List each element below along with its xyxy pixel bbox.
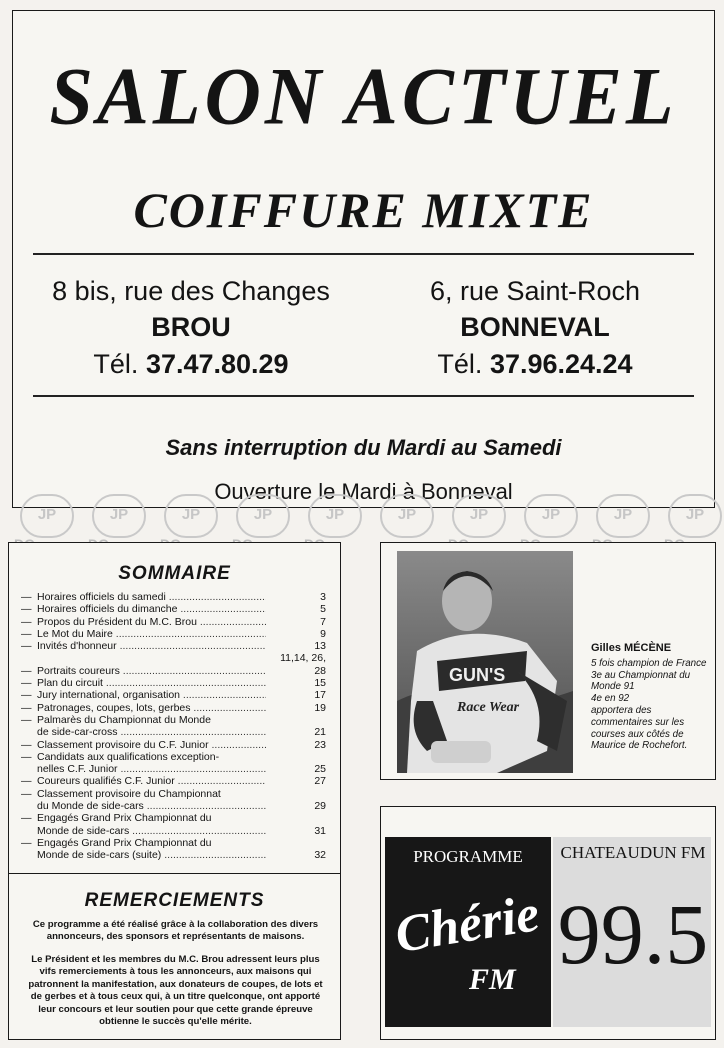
toc-item-page: 9 [320,627,326,640]
toc-item-page: 23 [314,738,326,751]
toc-item-page: 13 [314,640,326,653]
toc-item [21,616,326,628]
toc-item-page: 19 [314,701,326,714]
toc-bullet: — [21,664,32,677]
toc-bullet: — [21,713,32,726]
toc-bullet: — [21,812,32,825]
watermark-logo: JP [92,494,146,538]
toc-item-page: 31 [314,824,326,837]
toc-item-title: Monde de side-cars ..... [37,825,266,837]
toc-item-title: de side-car-cross ..... [37,726,266,738]
watermark-logo: JP [524,494,578,538]
toc-item-title: Jury international, organisation ..... [37,689,266,701]
watermark-logo: JP [308,494,362,538]
toc-item [21,825,326,837]
toc-item-title: Classement provisoire du Championnat [37,787,221,800]
toc-list [21,591,326,862]
toc-item [21,591,326,603]
watermark-logo: JP [164,494,218,538]
toc-item-title: du Monde de side-cars ..... [37,800,266,812]
toc-item [21,812,326,824]
phone [21,348,361,380]
toc-bullet: — [21,591,32,603]
toc-item [21,788,326,800]
toc-item [21,726,326,738]
toc-item [21,689,326,701]
toc-bullet: — [21,701,32,714]
divider [33,395,694,397]
toc-item-page: 11,14, 26, 28 [280,652,326,677]
toc-item-title: Classement provisoire du C.F. Junior ..... [37,739,266,751]
toc-title: SOMMAIRE [118,563,231,584]
toc-item [21,640,326,652]
toc-item [21,603,326,615]
rider-achievement: 5 fois champion de France [591,657,707,669]
salon-advertisement [12,10,715,508]
rider-feature [380,542,716,780]
toc-bullet: — [21,615,32,628]
watermark-logo: JP [20,494,74,538]
salon-subtitle: COIFFURE MIXTE [133,182,594,238]
toc-item-title: Palmarès du Championnat du Monde [37,713,211,726]
watermark-logo: JP [668,494,722,538]
toc-item [21,702,326,714]
watermark-logo: JP [596,494,650,538]
acknowledgements-paragraph: Le Président et les membres du M.C. Brou adressent leurs plus vifs remerciements à tous les annonceurs, aux maisons qui patronnent la manifestation, aux donateurs de coupes, de lots et de gerbes et à tous ceux qui, à un titre quelconque, ont apporté leur concours et leur soutien pour que cette grande épreuve obtienne le succès qu'elle mérite. [28,954,323,1028]
salon-title: SALON ACTUEL [49,49,678,142]
phone-label: Tél. [437,348,483,379]
jersey-brand: GUN'S [449,665,506,685]
toc-bullet: — [21,738,32,751]
toc-item [21,763,326,775]
radio-advertisement [380,806,716,1040]
toc-item [21,775,326,787]
town: BROU [151,312,231,343]
toc-item-title: Engagés Grand Prix Championnat du [37,812,212,825]
radio-program-label: PROGRAMME [413,847,523,866]
rider-illustration [397,551,573,773]
rider-photo [397,551,573,773]
address-bonneval [365,275,705,380]
rider-caption [591,643,709,752]
toc-bullet: — [21,677,32,690]
phone [365,348,705,380]
toc-bullet: — [21,750,32,763]
toc-bullet: — [21,689,32,702]
address-brou [21,275,361,380]
toc-item-page: 29 [314,800,326,813]
toc-item-page: 17 [314,689,326,702]
toc-item-page: 27 [314,775,326,788]
toc-item-title: Candidats aux qualifications exception- [37,750,220,763]
phone-number: 37.96.24.24 [489,348,633,379]
toc-item-title: Le Mot du Maire ..... [37,628,266,640]
toc-item-title: nelles C.F. Junior ..... [37,763,266,775]
phone-number: 37.47.80.29 [145,348,289,379]
toc-item [21,628,326,640]
toc-item-title: Patronages, coupes, lots, gerbes ..... [37,702,266,714]
toc-item-page: 32 [314,849,326,862]
toc-item-title: Monde de side-cars (suite) ..... [37,849,266,861]
toc-bullet: — [21,836,32,849]
toc-item-page: 7 [320,615,326,628]
jersey-subbrand: Race Wear [457,700,520,715]
toc-item-page: 5 [320,603,326,616]
toc-bullet: — [21,787,32,800]
radio-station-city: CHATEAUDUN FM [560,843,706,862]
acknowledgements-paragraph: Ce programme a été réalisé grâce à la collaboration des divers annonceurs, des sponsors et représentants de maisons. [32,919,319,943]
street: 8 bis, rue des Changes [52,276,330,306]
toc-item-title: Coureurs qualifiés C.F. Junior ..... [37,775,266,787]
toc-item-title: Horaires officiels du samedi ..... [37,591,266,603]
toc-item-page: 15 [314,677,326,690]
toc-item-title: Engagés Grand Prix Championnat du [37,836,212,849]
toc-item-page: 21 [314,726,326,739]
toc-item [21,652,326,677]
toc-item [21,800,326,812]
acknowledgements [8,873,341,1040]
radio-logo: Chérie [391,885,544,964]
watermark-logo: JP [452,494,506,538]
radio-logo-fm: FM [469,963,516,996]
toc-item [21,751,326,763]
toc-item [21,677,326,689]
toc-item [21,849,326,861]
toc-bullet: — [21,640,32,653]
toc-item [21,714,326,726]
opening-note: Ouverture le Mardi à Bonneval [214,479,513,504]
rider-commentary-note: apportera des commentaires sur les courses aux côtés de Maurice de Rochefort. [591,704,688,752]
street: 6, rue Saint-Roch [429,276,641,306]
phone-label: Tél. [93,348,139,379]
rider-achievement: 3e au Championnat du Monde 91 [591,669,691,693]
toc-item-title: Propos du Président du M.C. Brou ..... [37,616,266,628]
toc-bullet: — [21,775,32,788]
toc-item-title: Portraits coureurs ..... [37,665,266,677]
radio-frequency: 99.5 [557,886,709,982]
watermark-logo: JP [380,494,434,538]
divider [33,253,694,255]
watermark-logo: JP [236,494,290,538]
acknowledgements-title: REMERCIEMENTS [84,890,265,911]
toc-item-title: Horaires officiels du dimanche ..... [37,603,266,615]
town: BONNEVAL [460,312,610,343]
toc-bullet: — [21,603,32,616]
radio-logo-panel [385,837,551,1027]
toc-item-title: Plan du circuit ..... [37,677,266,689]
table-of-contents [8,542,341,874]
toc-item [21,837,326,849]
toc-item [21,739,326,751]
toc-item-page: 3 [320,591,326,603]
rider-achievement: 4e en 92 [591,693,630,705]
opening-hours: Sans interruption du Mardi au Samedi [165,435,562,460]
rider-name: Gilles MÉCÈNE [591,642,672,654]
toc-bullet: — [21,627,32,640]
toc-item-page: 25 [314,763,326,776]
toc-item-title: Invités d'honneur ..... [37,640,266,652]
